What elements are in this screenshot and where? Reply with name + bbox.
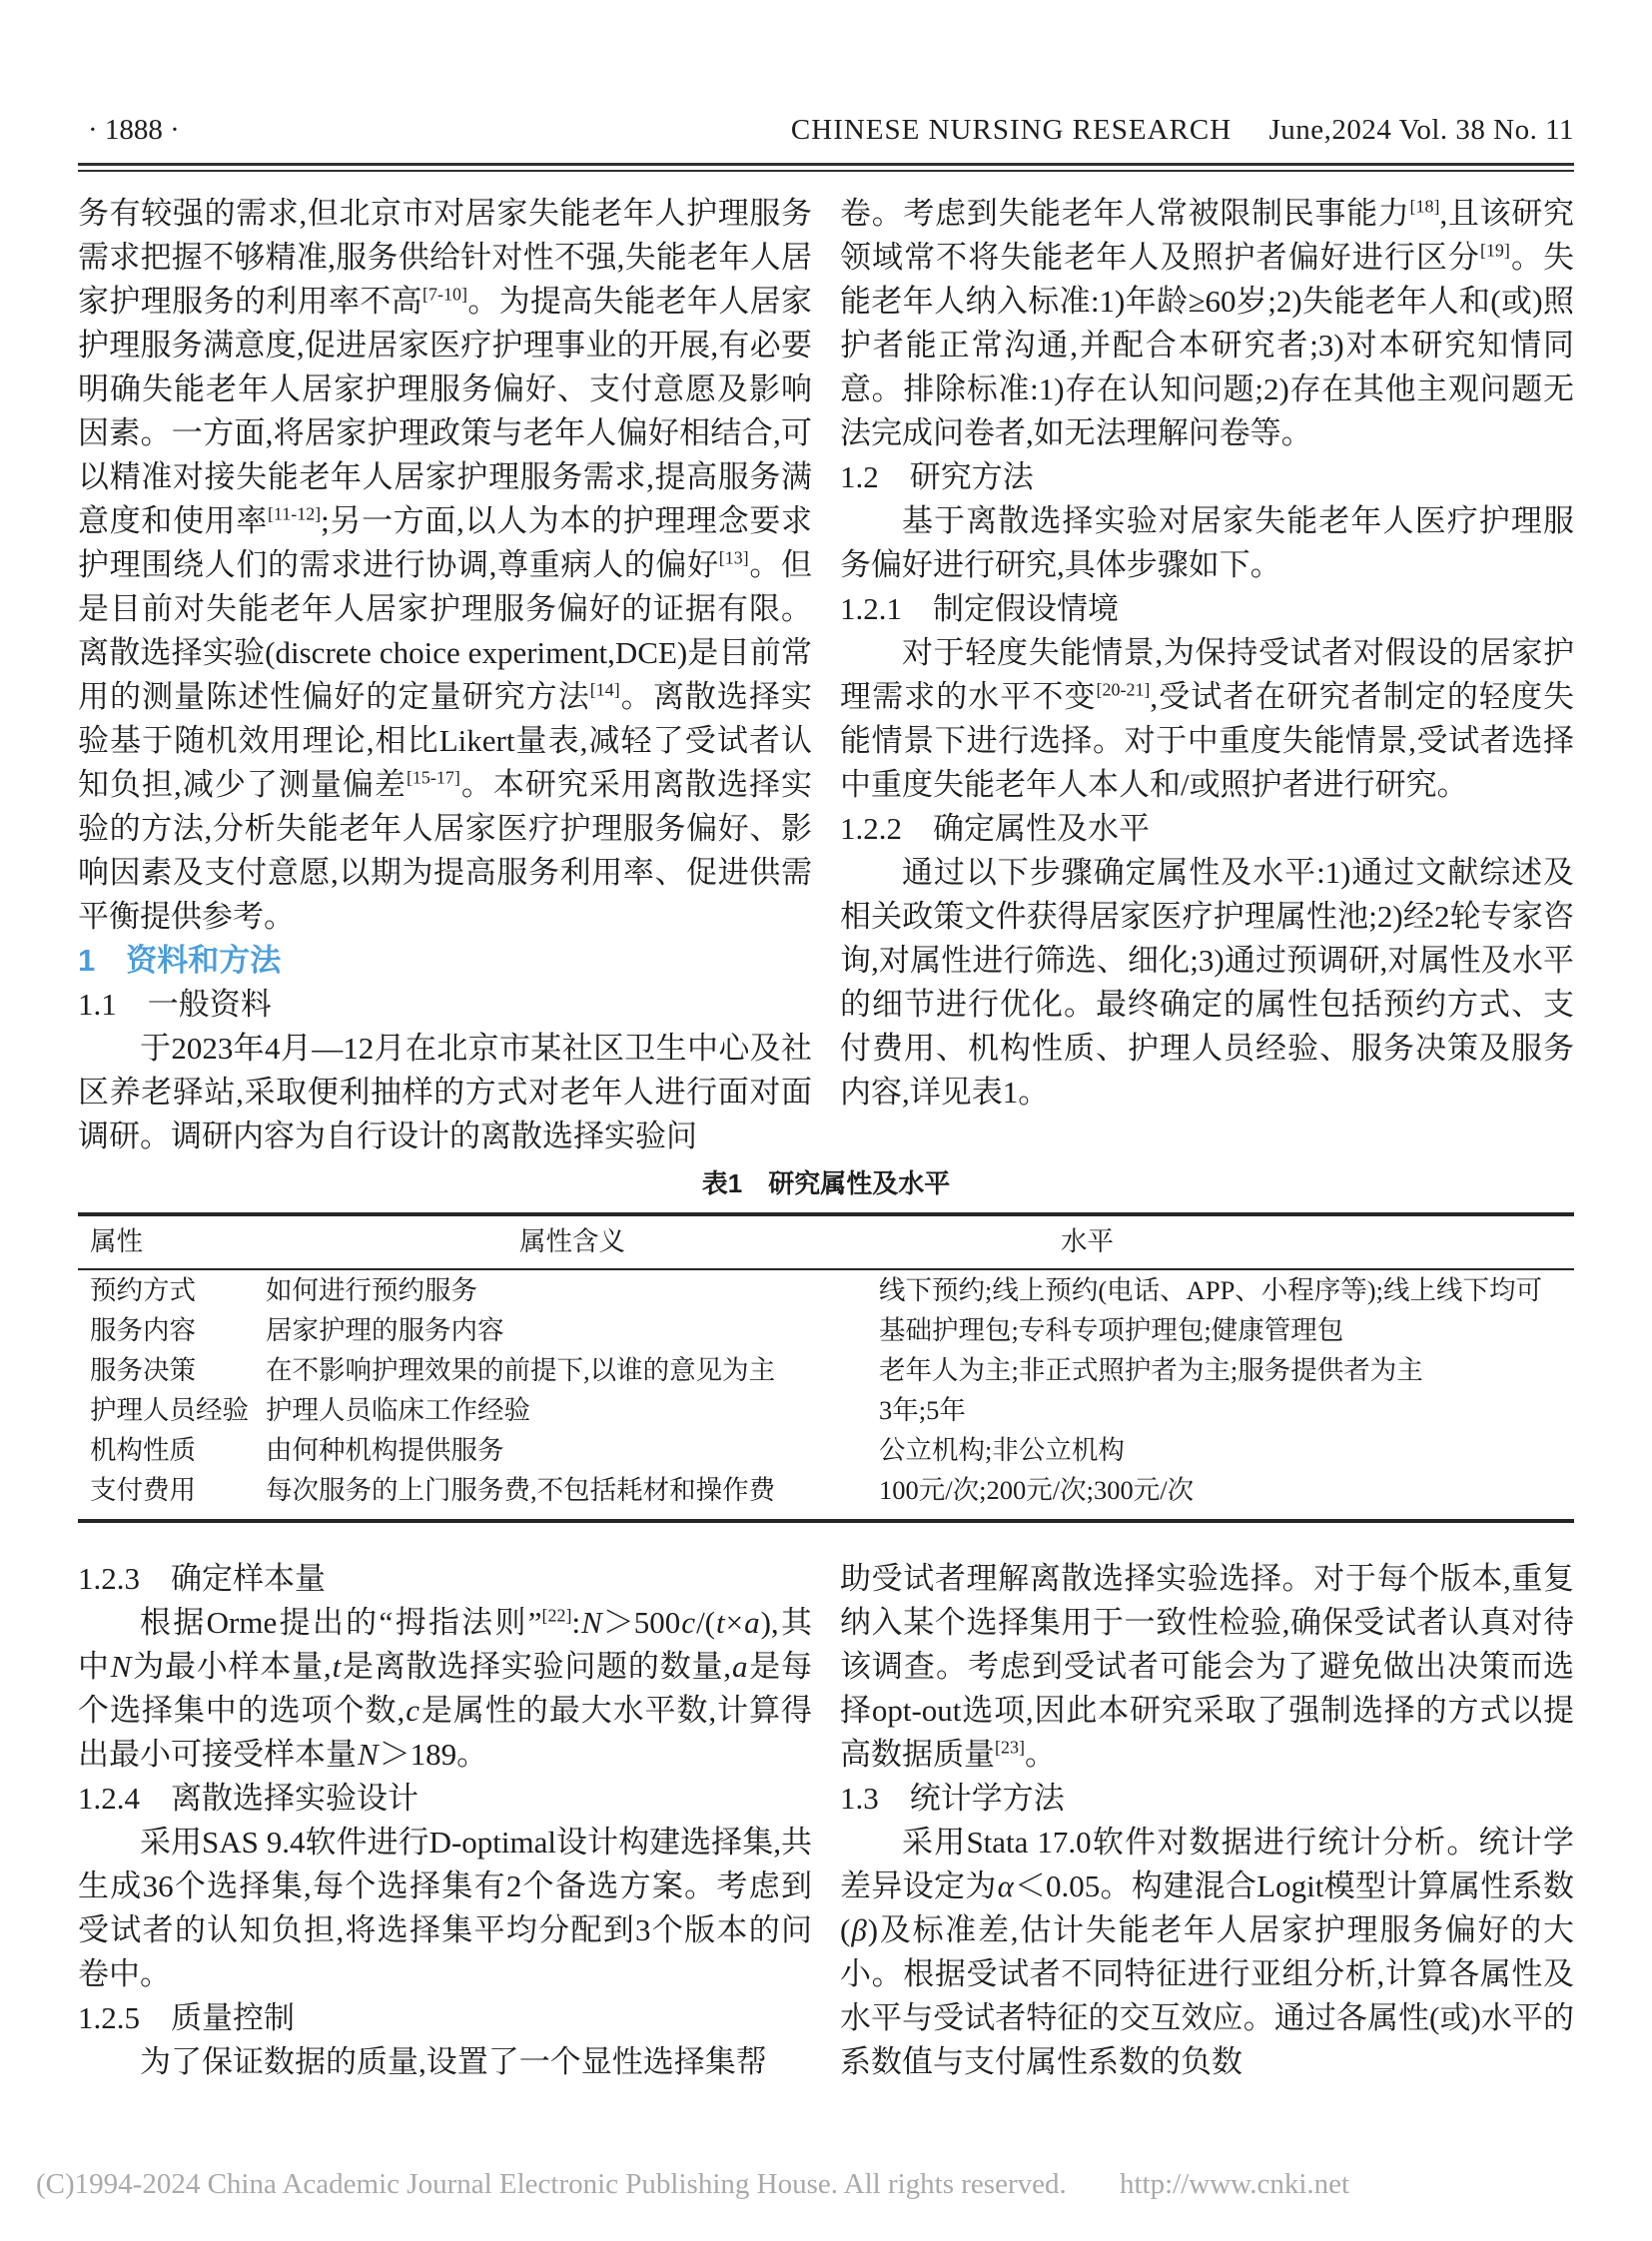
table-cell-meaning: 由何种机构提供服务 bbox=[266, 1435, 504, 1465]
table-cell-level: 100元/次;200元/次;300元/次 bbox=[879, 1475, 1195, 1505]
paragraph-quality-control: 为了保证数据的质量,设置了一个显性选择集帮 bbox=[140, 2044, 767, 2079]
journal-name: CHINESE NURSING RESEARCH bbox=[790, 114, 1233, 146]
table-cell-attribute: 服务决策 bbox=[90, 1355, 196, 1385]
subsection-heading-hypothetical-scenario: 1.2.1 制定假设情境 bbox=[840, 591, 1119, 626]
paragraph-statistical-methods: 采用Stata 17.0软件对数据进行统计分析。统计学差异设定为α＜0.05。构建混合Logit模型计算属性系数(β)及标准差,估计失能老年人居家护理服务偏好的大小。根据受试者不同特征进行亚组分析,计算各属性及水平与受试者特征的交互效应。通过各属性(或)水平的系数值与支付属性系数的负数 bbox=[840, 1825, 1575, 2079]
left-column-top bbox=[78, 192, 812, 1158]
table-cell-meaning: 居家护理的服务内容 bbox=[266, 1315, 504, 1345]
page-footer bbox=[36, 2168, 1616, 2201]
subsection-heading-dce-design: 1.2.4 离散选择实验设计 bbox=[78, 1781, 418, 1816]
table-cell-level: 公立机构;非公立机构 bbox=[879, 1435, 1125, 1465]
table-row bbox=[78, 1470, 1574, 1521]
paragraph-inclusion-criteria: 卷。考虑到失能老年人常被限制民事能力[18],且该研究领域常不将失能老年人及照护者偏好进行区分[19]。失能老年人纳入标准:1)年龄≥60岁;2)失能老年人和(或)照护者能正常沟通,并配合本研究者;3)对本研究知情同意。排除标准:1)存在认知问题;2)存在其他主观问题无法完成问卷者,如无法理解问卷等。 bbox=[840, 196, 1574, 450]
table-cell-meaning: 在不影响护理效果的前提下,以谁的意见为主 bbox=[266, 1355, 776, 1385]
paragraph-scenario: 对于轻度失能情景,为保持受试者对假设的居家护理需求的水平不变[20-21],受试者在研究者制定的轻度失能情景下进行选择。对于中重度失能情景,受试者选择中重度失能老年人本人和/或照护者进行研究。 bbox=[840, 635, 1574, 802]
publisher-url: http://www.cnki.net bbox=[1119, 2168, 1350, 2200]
issue-info: June,2024 Vol. 38 No. 11 bbox=[1268, 114, 1574, 146]
table-cell-level: 线下预约;线上预约(电话、APP、小程序等);线上线下均可 bbox=[879, 1275, 1542, 1305]
table-cell-level: 基础护理包;专科专项护理包;健康管理包 bbox=[879, 1315, 1344, 1345]
table1-header-level: 水平 bbox=[879, 1214, 1574, 1269]
table-row bbox=[78, 1350, 1574, 1390]
header-rule bbox=[78, 163, 1574, 172]
copyright-text: (C)1994-2024 China Academic Journal Electronic Publishing House. All rights reserved. bbox=[36, 2168, 1067, 2200]
paragraph-introduction-continued: 务有较强的需求,但北京市对居家失能老年人护理服务需求把握不够精准,服务供给针对性不强,失能老年人居家护理服务的利用率不高[7-10]。为提高失能老年人居家护理服务满意度,促进居家医疗护理事业的开展,有必要明确失能老年人居家护理服务偏好、支付意愿及影响因素。一方面,将居家护理政策与老年人偏好相结合,可以精准对接失能老年人居家护理服务需求,提高服务满意度和使用率[11-12];另一方面,以人为本的护理理念要求护理围绕人们的需求进行协调,尊重病人的偏好[13]。但是目前对失能老年人居家护理服务偏好的证据有限。离散选择实验(discrete choice experiment,DCE)是目前常用的测量陈述性偏好的定量研究方法[14]。离散选择实验基于随机效用理论,相比Likert量表,减轻了受试者认知负担,减少了测量偏差[15-17]。本研究采用离散选择实验的方法,分析失能老年人居家医疗护理服务偏好、影响因素及支付意愿,以期为提高服务利用率、促进供需平衡提供参考。 bbox=[78, 196, 813, 934]
table-cell-attribute: 预约方式 bbox=[90, 1275, 196, 1305]
table-row bbox=[78, 1430, 1574, 1470]
right-column-top bbox=[840, 192, 1574, 1158]
table-row bbox=[78, 1310, 1574, 1350]
table-cell-attribute: 护理人员经验 bbox=[90, 1395, 249, 1425]
paragraph-dce-design: 采用SAS 9.4软件进行D-optimal设计构建选择集,共生成36个选择集,每个选择集有2个备选方案。考虑到受试者的认知负担,将选择集平均分配到3个版本的问卷中。 bbox=[78, 1825, 812, 1991]
table-cell-attribute: 支付费用 bbox=[90, 1475, 196, 1505]
table1-title: 表1 研究属性及水平 bbox=[701, 1168, 951, 1198]
left-column-bottom bbox=[78, 1557, 812, 2084]
paragraph-sample-size: 根据Orme提出的“拇指法则”[22]:N＞500c/(t×a),其中N为最小样本量,t是离散选择实验问题的数量,a是每个选择集中的选项个数,c是属性的最大水平数,计算得出最小可接受样本量N＞189。 bbox=[78, 1605, 813, 1772]
body-columns-top bbox=[78, 192, 1574, 1158]
page-header bbox=[0, 0, 1652, 147]
paragraph-quality-control-continued: 助受试者理解离散选择实验选择。对于每个版本,重复纳入某个选择集用于一致性检验,确保受试者认真对待该调查。考虑到受试者可能会为了避免做出决策而选择opt-out选项,因此本研究采取了强制选择的方式以提高数据质量[23]。 bbox=[840, 1561, 1574, 1772]
table1-body bbox=[78, 1269, 1574, 1521]
table-cell-meaning: 每次服务的上门服务费,不包括耗材和操作费 bbox=[266, 1475, 776, 1505]
subsection-heading-quality-control: 1.2.5 质量控制 bbox=[78, 2000, 295, 2035]
table-cell-meaning: 如何进行预约服务 bbox=[266, 1275, 477, 1305]
table1-header-row bbox=[78, 1214, 1574, 1269]
journal-header bbox=[791, 114, 1574, 147]
paragraph-method-overview: 基于离散选择实验对居家失能老年人医疗护理服务偏好进行研究,具体步骤如下。 bbox=[840, 503, 1574, 582]
table-cell-meaning: 护理人员临床工作经验 bbox=[266, 1395, 530, 1425]
table-cell-level: 3年;5年 bbox=[879, 1395, 966, 1425]
paragraph-general-data: 于2023年4月—12月在北京市某社区卫生中心及社区养老驿站,采取便利抽样的方式对老年人进行面对面调研。调研内容为自行设计的离散选择实验问 bbox=[78, 1031, 812, 1153]
table-cell-attribute: 服务内容 bbox=[90, 1315, 196, 1345]
table-cell-attribute: 机构性质 bbox=[90, 1435, 196, 1465]
table1-header-meaning: 属性含义 bbox=[266, 1214, 879, 1269]
paragraph-attributes-determination: 通过以下步骤确定属性及水平:1)通过文献综述及相关政策文件获得居家医疗护理属性池;2)经2轮专家咨询,对属性进行筛选、细化;3)通过预调研,对属性及水平的细节进行优化。最终确定的属性包括预约方式、支付费用、机构性质、护理人员经验、服务决策及服务内容,详见表1。 bbox=[840, 855, 1574, 1110]
subsection-heading-general-data: 1.1 一般资料 bbox=[78, 987, 272, 1022]
subsection-heading-attributes-levels: 1.2.2 确定属性及水平 bbox=[840, 811, 1150, 846]
body-columns-bottom bbox=[78, 1557, 1574, 2084]
table1 bbox=[78, 1212, 1574, 1523]
subsection-heading-sample-size: 1.2.3 确定样本量 bbox=[78, 1561, 326, 1596]
table1-header-attribute: 属性 bbox=[78, 1214, 266, 1269]
section-heading-materials-methods: 1 资料和方法 bbox=[78, 943, 282, 978]
subsection-heading-research-method: 1.2 研究方法 bbox=[840, 459, 1034, 494]
table-row bbox=[78, 1390, 1574, 1430]
page-number: · 1888 · bbox=[88, 114, 180, 146]
subsection-heading-statistical-methods: 1.3 统计学方法 bbox=[840, 1781, 1065, 1816]
table1-block bbox=[78, 1166, 1574, 1523]
table-row bbox=[78, 1269, 1574, 1310]
right-column-bottom bbox=[840, 1557, 1574, 2084]
table-cell-level: 老年人为主;非正式照护者为主;服务提供者为主 bbox=[879, 1355, 1423, 1385]
